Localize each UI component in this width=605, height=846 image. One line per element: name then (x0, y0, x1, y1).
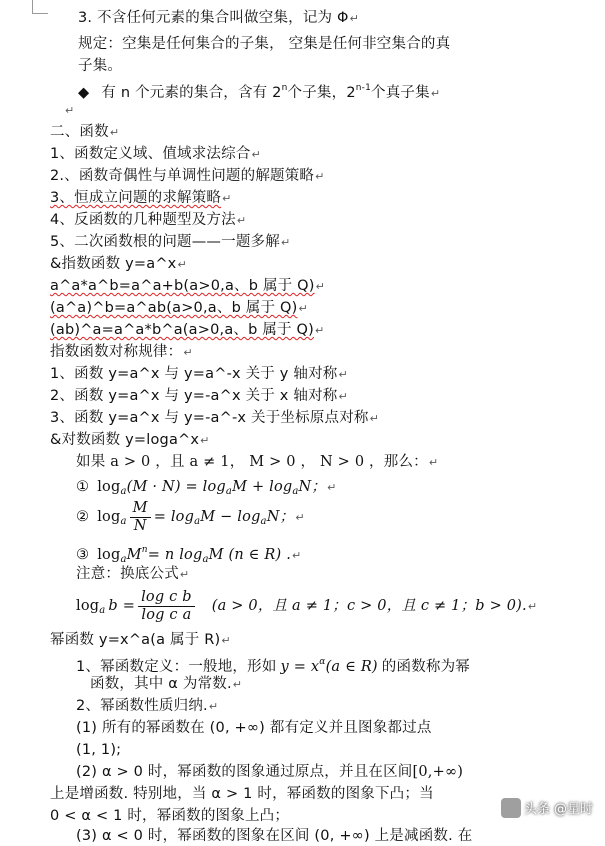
margin-corner-tick (32, 13, 48, 14)
text-line: 3、恒成立问题的求解策略↵ (50, 190, 232, 206)
paragraph-mark-icon: ↵ (251, 148, 261, 161)
text-line: (1) 所有的幂函数在 (0, +∞) 都有定义并且图象都过点 (76, 720, 432, 736)
paragraph-mark-icon: ↵ (280, 236, 291, 249)
log-rule-quotient: ② $\log_a$ $\frac{M}{N}$ = $\log_aM - \log_aN$；↵ (76, 499, 305, 534)
text-line: 如果 a > 0 ，且 a ≠ 1， M > 0 ， N > 0 ，那么：↵ (76, 454, 439, 470)
paragraph-mark-icon: ↵ (369, 412, 380, 425)
text-line: 5、二次函数根的问题——一题多解↵ (50, 234, 291, 250)
text-line: 1、函数 y=a^x 与 y=a^-x 关于 y 轴对称↵ (50, 366, 348, 382)
text-line: 2、幂函数性质归纳.↵ (76, 698, 219, 714)
text-line: 幂函数 y=x^a(a 属于 R)↵ (50, 632, 231, 648)
section-heading: 二、函数↵ (50, 124, 120, 140)
text-line: 1、幂函数定义：一般地，形如 $y = x^\alpha(a$ ∈ R) 的函数称为幂 (76, 657, 470, 675)
text-line: 0 < α < 1 时，幂函数的图象上凸； (50, 808, 290, 824)
paragraph-mark-icon: ↵ (315, 280, 326, 293)
text-line: 规定：空集是任何集合的子集， 空集是任何非空集合的真 (78, 36, 451, 52)
paragraph-mark-icon: ↵ (430, 87, 441, 100)
paragraph-mark-icon: ↵ (236, 214, 247, 227)
text-line: 4、反函数的几种题型及方法↵ (50, 212, 247, 228)
text-line: 2、函数 y=a^x 与 y=-a^x 关于 x 轴对称↵ (50, 388, 348, 404)
paragraph-mark-icon: ↵ (200, 434, 210, 447)
paragraph-mark-icon: ↵ (349, 12, 360, 25)
fraction: $\frac{M}{N}$ (130, 500, 151, 535)
text-line: 子集。 (78, 58, 123, 74)
paragraph-mark-icon: ↵ (292, 549, 302, 562)
paragraph-mark-icon: ↵ (179, 568, 190, 581)
diamond-bullet-icon: ◆ (78, 85, 90, 101)
log-rule-product: ① $\log_a(M \cdot N) = \log_aM + \log_aN$；↵ (76, 479, 337, 497)
formula-line: a^a*a^b=a^a+b(a>0,a、b 属于 Q)↵ (50, 278, 326, 294)
empty-paragraph (64, 100, 74, 120)
text-line: 注意：换底公式↵ (76, 566, 190, 582)
paragraph-mark-icon: ↵ (65, 104, 75, 117)
text-line: &指数函数 y=a^x↵ (50, 256, 187, 272)
paragraph-mark-icon: ↵ (177, 258, 187, 271)
text-line: (3) α < 0 时，幂函数的图象在区间 (0, +∞) 上是减函数. 在 (76, 828, 473, 844)
paragraph-mark-icon: ↵ (109, 126, 120, 139)
text-line: (1, 1); (76, 742, 122, 758)
paragraph-mark-icon: ↵ (208, 700, 219, 713)
log-rule-power: ③ $\log_aM^n= n$ $\log_aM$ (n ∈ R) .↵ (76, 545, 302, 565)
text-line: 1、函数定义域、值域求法综合↵ (50, 146, 261, 162)
paragraph-mark-icon: ↵ (527, 600, 538, 613)
source-watermark: 头条 @星时 (501, 798, 593, 820)
fraction: $\frac{\text{log c b}}{\text{log c a}}$ (138, 589, 195, 624)
formula-line: (ab)^a=a^a*b^a(a>0,a、b 属于 Q)↵ (50, 322, 325, 338)
text-line: (2) α > 0 时，幂函数的图象通过原点，并且在区间[0,+∞) (76, 764, 464, 780)
paragraph-mark-icon: ↵ (183, 346, 193, 359)
paragraph-mark-icon: ↵ (338, 390, 348, 403)
paragraph-mark-icon: ↵ (315, 324, 325, 337)
formula-line: (a^a)^b=a^ab(a>0,a、b 属于 Q)↵ (50, 300, 308, 316)
change-of-base-formula: $\log_a b$ = $\frac{\text{log c b}}{\text{log c a}}$ (a > 0，且 a ≠ 1；c > 0，且 c ≠ 1；b > 0).↵ (76, 588, 538, 623)
text-line: 3. 不含任何元素的集合叫做空集，记为 Φ↵ (78, 10, 360, 26)
paragraph-mark-icon: ↵ (298, 302, 308, 315)
paragraph-mark-icon: ↵ (222, 192, 232, 205)
text-line: &对数函数 y=loga^x↵ (50, 432, 210, 448)
paragraph-mark-icon: ↵ (338, 368, 348, 381)
paragraph-mark-icon: ↵ (232, 678, 243, 691)
text-line: 上是增函数. 特别地，当 α > 1 时，幂函数的图象下凸；当 (50, 786, 434, 802)
paragraph-mark-icon: ↵ (295, 511, 305, 524)
text-line: ◆ 有 n 个元素的集合，含有 2$^n$个子集，2$^{n-1}$个真子集↵ (78, 83, 441, 101)
text-line: 函数，其中 α 为常数.↵ (90, 676, 243, 692)
text-line: 3、函数 y=a^x 与 y=-a^-x 关于坐标原点对称↵ (50, 410, 380, 426)
paragraph-mark-icon: ↵ (428, 456, 439, 469)
toutiao-logo-icon (501, 798, 521, 818)
paragraph-mark-icon: ↵ (221, 634, 231, 647)
text-line: 2.、函数奇偶性与单调性问题的解题策略↵ (50, 168, 325, 184)
paragraph-mark-icon: ↵ (315, 170, 325, 183)
margin-corner-mark (32, 0, 33, 14)
paragraph-mark-icon: ↵ (327, 481, 337, 494)
text-line: 指数函数对称规律：↵ (50, 344, 193, 360)
